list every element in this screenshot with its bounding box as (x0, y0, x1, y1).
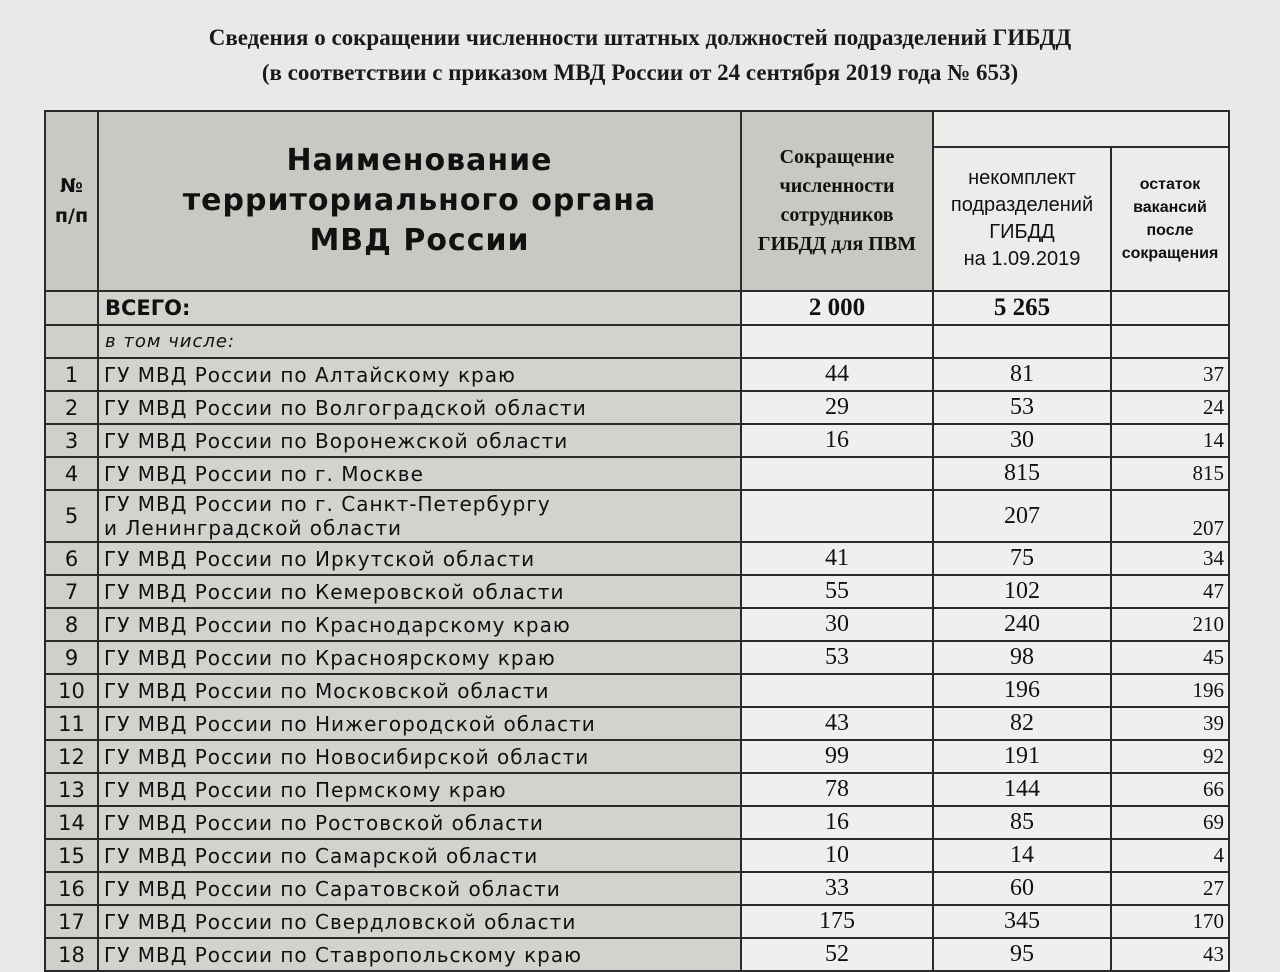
header-name-line1: Наименование (286, 143, 553, 178)
header-remain-line3: после (1146, 222, 1194, 239)
table-row (45, 872, 1229, 905)
row-remain: 92 (1111, 740, 1229, 773)
row-shortage: 53 (933, 391, 1111, 424)
row-shortage: 144 (933, 773, 1111, 806)
table-row (45, 740, 1229, 773)
row-shortage: 14 (933, 839, 1111, 872)
document-title (0, 20, 1280, 90)
row-num: 14 (45, 806, 98, 839)
table-row (45, 674, 1229, 707)
row-shortage: 95 (933, 938, 1111, 971)
row-shortage: 815 (933, 457, 1111, 490)
row-num: 9 (45, 641, 98, 674)
header-top-empty (933, 111, 1229, 147)
header-shortage-line3: ГИБДД (989, 221, 1055, 243)
row-cut (741, 490, 933, 542)
row-num: 6 (45, 542, 98, 575)
title-line-2: (в соответствии с приказом МВД России от 24 сентября 2019 года № 653) (261, 60, 1019, 85)
row-remain: 69 (1111, 806, 1229, 839)
row-num: 10 (45, 674, 98, 707)
row-cut: 16 (741, 806, 933, 839)
row-remain: 24 (1111, 391, 1229, 424)
total-row (45, 291, 1229, 325)
title-line-1: Сведения о сокращении численности штатных должностей подразделений ГИБДД (208, 25, 1072, 50)
table-row (45, 839, 1229, 872)
table-row (45, 358, 1229, 391)
row-num: 2 (45, 391, 98, 424)
header-num-line1: № (60, 175, 83, 197)
row-shortage: 345 (933, 905, 1111, 938)
row-cut: 52 (741, 938, 933, 971)
row-remain: 210 (1111, 608, 1229, 641)
table-row (45, 608, 1229, 641)
row-num: 11 (45, 707, 98, 740)
including-row (45, 325, 1229, 358)
header-shortage-line1: некомплект (968, 167, 1076, 189)
row-region: ГУ МВД России по Московской области (98, 674, 741, 707)
including-shortage-cell (933, 325, 1111, 358)
header-name-line3: МВД России (309, 223, 530, 258)
row-region: ГУ МВД России по Ставропольскому краю (98, 938, 741, 971)
total-shortage: 5 265 (933, 291, 1111, 325)
row-cut (741, 674, 933, 707)
row-region: ГУ МВД России по Иркутской области (98, 542, 741, 575)
table-row (45, 457, 1229, 490)
row-shortage: 60 (933, 872, 1111, 905)
row-num: 8 (45, 608, 98, 641)
total-label: ВСЕГО: (98, 291, 741, 325)
table-row (45, 641, 1229, 674)
header-cut-line2: численности (779, 175, 895, 197)
header-remain-line1: остаток (1139, 176, 1201, 193)
row-region: ГУ МВД России по Краснодарскому краю (98, 608, 741, 641)
header-shortage-line2: подразделений (950, 194, 1094, 216)
row-num: 13 (45, 773, 98, 806)
row-cut: 41 (741, 542, 933, 575)
header-cut-line1: Сокращение (779, 146, 895, 168)
row-remain: 43 (1111, 938, 1229, 971)
row-region (98, 490, 741, 542)
row-remain: 27 (1111, 872, 1229, 905)
table-row (45, 773, 1229, 806)
row-region: ГУ МВД России по Красноярскому краю (98, 641, 741, 674)
row-shortage: 98 (933, 641, 1111, 674)
row-remain: 170 (1111, 905, 1229, 938)
row-remain: 66 (1111, 773, 1229, 806)
including-cut-cell (741, 325, 933, 358)
including-label: в том числе: (98, 325, 741, 358)
row-cut: 43 (741, 707, 933, 740)
table-row (45, 542, 1229, 575)
row-num: 17 (45, 905, 98, 938)
total-cut: 2 000 (741, 291, 933, 325)
row-region: ГУ МВД России по Пермскому краю (98, 773, 741, 806)
row-region: ГУ МВД России по Волгоградской области (98, 391, 741, 424)
table-row (45, 575, 1229, 608)
row-remain: 47 (1111, 575, 1229, 608)
row-remain: 34 (1111, 542, 1229, 575)
staff-reduction-table (44, 110, 1230, 972)
row-shortage: 191 (933, 740, 1111, 773)
row-remain: 4 (1111, 839, 1229, 872)
row-region: ГУ МВД России по Новосибирской области (98, 740, 741, 773)
header-name (98, 111, 741, 291)
including-remain-cell (1111, 325, 1229, 358)
table-row (45, 490, 1229, 542)
row-remain: 37 (1111, 358, 1229, 391)
row-region: ГУ МВД России по Саратовской области (98, 872, 741, 905)
header-remain (1111, 147, 1229, 291)
row-shortage: 196 (933, 674, 1111, 707)
table-row (45, 905, 1229, 938)
row-cut: 30 (741, 608, 933, 641)
header-cut-line4: ГИБДД для ПВМ (757, 233, 917, 255)
row-region: ГУ МВД России по Свердловской области (98, 905, 741, 938)
row-region-line2: и Ленинградской области (104, 516, 403, 540)
header-remain-line2: вакансий (1133, 199, 1207, 216)
row-region: ГУ МВД России по Ростовской области (98, 806, 741, 839)
row-region: ГУ МВД России по Воронежской области (98, 424, 741, 457)
header-num (45, 111, 98, 291)
row-remain: 196 (1111, 674, 1229, 707)
header-num-line2: п/п (54, 205, 89, 227)
row-cut: 44 (741, 358, 933, 391)
row-cut: 55 (741, 575, 933, 608)
row-cut: 53 (741, 641, 933, 674)
row-num: 18 (45, 938, 98, 971)
row-shortage: 30 (933, 424, 1111, 457)
header-name-line2: территориального органа (182, 183, 657, 218)
header-cut (741, 111, 933, 291)
row-cut: 16 (741, 424, 933, 457)
table-row (45, 707, 1229, 740)
row-cut: 175 (741, 905, 933, 938)
row-cut: 78 (741, 773, 933, 806)
row-cut: 29 (741, 391, 933, 424)
row-shortage: 82 (933, 707, 1111, 740)
including-num-cell (45, 325, 98, 358)
row-remain: 45 (1111, 641, 1229, 674)
row-remain: 39 (1111, 707, 1229, 740)
row-num: 3 (45, 424, 98, 457)
row-shortage: 85 (933, 806, 1111, 839)
row-num: 12 (45, 740, 98, 773)
header-shortage (933, 147, 1111, 291)
row-remain: 14 (1111, 424, 1229, 457)
row-cut: 99 (741, 740, 933, 773)
row-region: ГУ МВД России по Нижегородской области (98, 707, 741, 740)
table-row (45, 391, 1229, 424)
table-row (45, 938, 1229, 971)
row-shortage: 240 (933, 608, 1111, 641)
row-region: ГУ МВД России по Самарской области (98, 839, 741, 872)
row-shortage: 81 (933, 358, 1111, 391)
total-num-cell (45, 291, 98, 325)
row-num: 7 (45, 575, 98, 608)
row-region: ГУ МВД России по Кемеровской области (98, 575, 741, 608)
row-cut: 10 (741, 839, 933, 872)
total-remain-cell (1111, 291, 1229, 325)
header-cut-line3: сотрудников (780, 204, 894, 226)
row-shortage: 75 (933, 542, 1111, 575)
row-remain: 815 (1111, 457, 1229, 490)
row-region: ГУ МВД России по Алтайскому краю (98, 358, 741, 391)
row-num: 1 (45, 358, 98, 391)
table-row (45, 806, 1229, 839)
row-cut (741, 457, 933, 490)
row-num: 16 (45, 872, 98, 905)
row-region: ГУ МВД России по г. Москве (98, 457, 741, 490)
header-shortage-line4: на 1.09.2019 (963, 248, 1081, 270)
row-cut: 33 (741, 872, 933, 905)
row-num: 4 (45, 457, 98, 490)
row-num: 5 (45, 490, 98, 542)
row-shortage: 102 (933, 575, 1111, 608)
header-remain-line4: сокращения (1121, 245, 1219, 262)
row-region-line1: ГУ МВД России по г. Санкт-Петербургу (104, 492, 551, 516)
row-shortage: 207 (933, 490, 1111, 542)
row-num: 15 (45, 839, 98, 872)
row-remain: 207 (1111, 490, 1229, 542)
table-row (45, 424, 1229, 457)
